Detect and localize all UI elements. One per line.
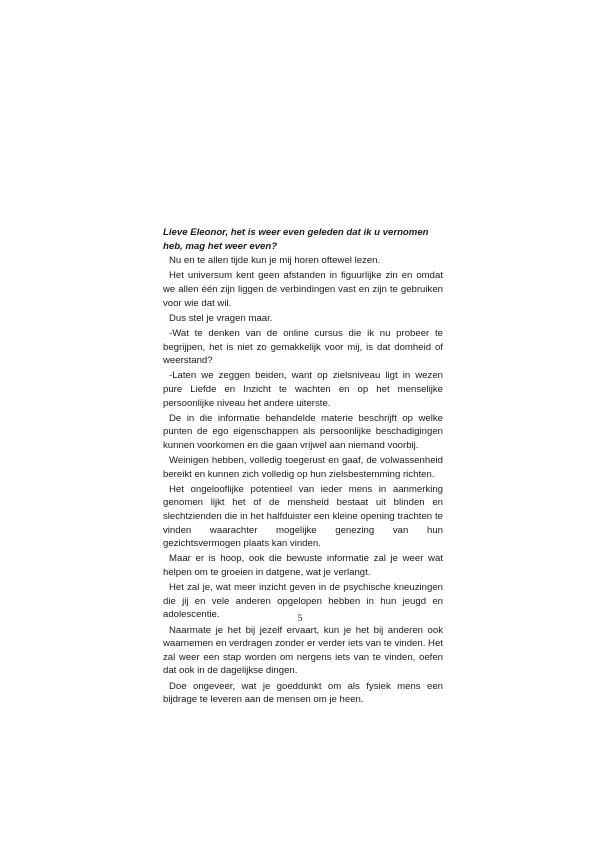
paragraph: Doe ongeveer, wat je goeddunkt om als fysiek mens een bijdrage te leveren aan de mensen om je heen.	[163, 680, 443, 706]
letter-heading: Lieve Eleonor, het is weer even geleden dat ik u vernomen heb, mag het weer even?	[163, 227, 429, 252]
paragraph: Nu en te allen tijde kun je mij horen oftewel lezen.	[169, 255, 381, 267]
page-number: 5	[297, 614, 303, 624]
paragraph: Maar er is hoop, ook die bewuste informatie zal je weer wat helpen om te groeien in datgene, wat je verlangt.	[163, 553, 443, 578]
paragraph: De in die informatie behandelde materie beschrijft op welke punten de ego eigenschappen als persoonlijke beschadigingen kunnen voorkomen en die gaan vrijwel aan niemand voorbij.	[163, 412, 443, 451]
paragraph: -Laten we zeggen beiden, want op zielsniveau ligt in wezen pure Liefde en Inzicht te wachten en op het menselijke persoonlijke niveau het andere uiterste.	[163, 370, 443, 409]
paragraph: -Wat te denken van de online cursus die ik nu probeer te begrijpen, het is niet zo gemakkelijk voor mij, is dat domheid of weerstand?	[163, 327, 443, 367]
paragraph: Naarmate je het bij jezelf ervaart, kun je het bij anderen ook waarnemen en verdragen zonder er verder iets van te vinden. Het zal weer een stap worden om nergens iets van te vinden, oefen dat ook in de dagelijkse dingen.	[163, 624, 443, 677]
paragraph: Het zal je, wat meer inzicht geven in de psychische kneuzingen die jij en vele anderen opgelopen hebben in hun jeugd en adolescentie.	[163, 582, 443, 621]
paragraph: Het universum kent geen afstanden in figuurlijke zin en omdat we allen één zijn liggen de verbindingen vast en zijn te gebruiken voor wie dat wil.	[163, 270, 443, 309]
body-text-block	[163, 226, 443, 708]
paragraph: Weinigen hebben, volledig toegerust en gaaf, de volwassenheid bereikt en kunnen zich volledig op hun zielsbestemming richten.	[163, 455, 443, 480]
paragraph: Het ongelooflijke potentieel van ieder mens in aanmerking genomen lijkt het of de mensheid bestaat uit blinden en slechtzienden die in het halfduister een kleine opening trachten te vinden waarachter mogelijke genezing van hun gezichtsvermogen plaats kan vinden.	[163, 483, 443, 550]
paragraph: Dus stel je vragen maar.	[169, 312, 273, 324]
